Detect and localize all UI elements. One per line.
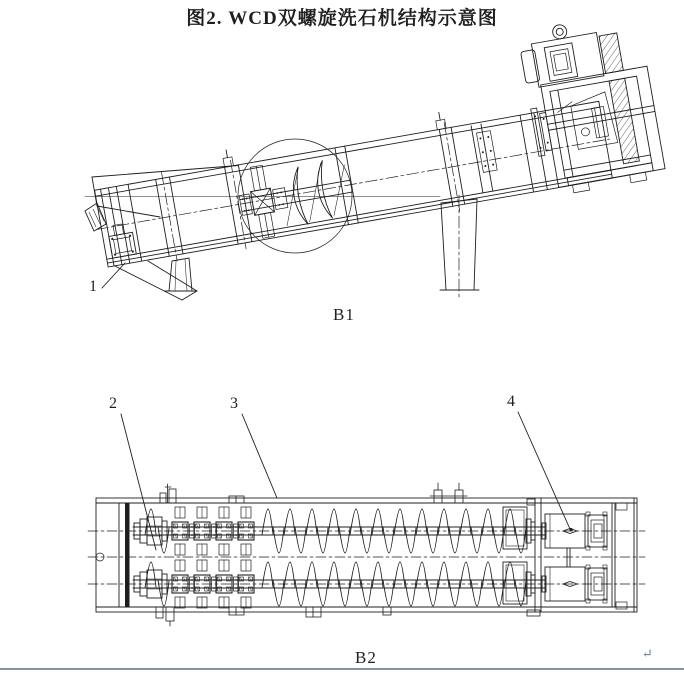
mounting-brackets-top	[160, 483, 535, 505]
page-bottom-border	[0, 668, 684, 670]
hatched-wall	[609, 78, 639, 164]
figure-title: 图2. WCD双螺旋洗石机结构示意图	[186, 8, 498, 29]
b2-top-view	[88, 412, 645, 626]
leader-line-1	[102, 263, 125, 288]
part-label-2: 2	[109, 395, 117, 412]
drive-assembly	[517, 11, 666, 198]
twin-screw-shafts	[133, 507, 607, 608]
leader-line-3	[242, 414, 277, 498]
b1-side-view	[85, 11, 666, 300]
support-leg-left	[164, 258, 197, 291]
view-label-b2: B2	[355, 648, 377, 667]
part-label-3: 3	[230, 395, 238, 412]
bolted-rib-plate	[471, 123, 501, 193]
mounting-brackets-bottom	[156, 607, 540, 626]
part-label-4: 4	[507, 393, 515, 410]
leader-line-4	[518, 412, 570, 529]
end-bearing-box	[107, 222, 136, 258]
paddle-assembly	[235, 162, 293, 241]
paragraph-mark-icon: ↵	[642, 646, 653, 661]
detail-circle	[235, 139, 358, 253]
leader-dot-4	[569, 528, 572, 531]
electric-motor	[517, 15, 624, 89]
view-label-b1: B1	[333, 305, 355, 324]
screw-flight-blades	[277, 157, 353, 228]
gearbox-connectors	[567, 548, 570, 567]
lifting-lug	[222, 111, 447, 167]
part-label-1: 1	[89, 278, 97, 295]
discharge-chute	[115, 261, 197, 300]
inlet-end-wall	[125, 503, 130, 607]
